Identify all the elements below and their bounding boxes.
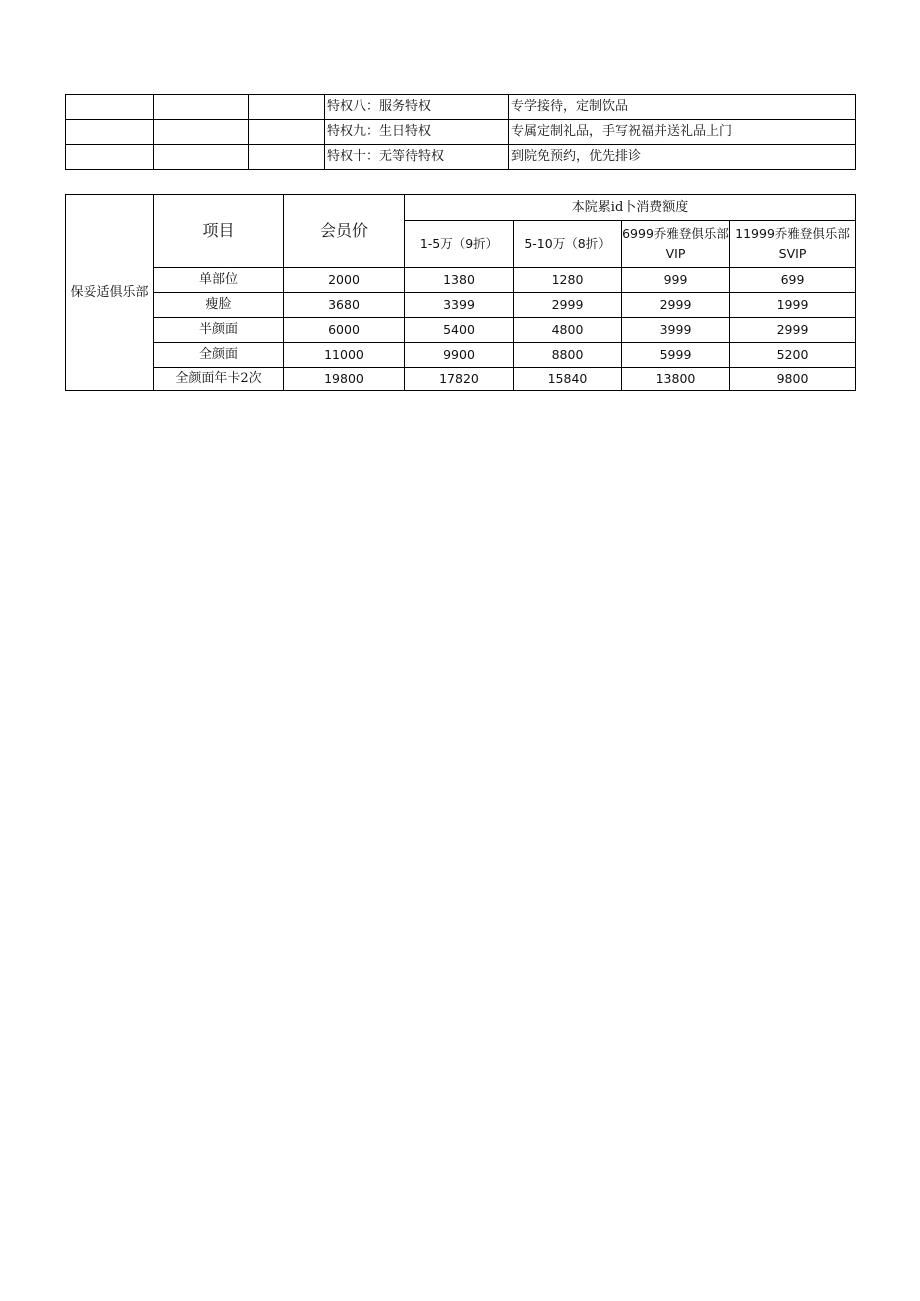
tier-price: 2999 [622,293,730,318]
privilege-name: 特权十：无等待特权 [325,145,509,170]
table-row [66,145,856,170]
empty-cell [249,120,325,145]
tier-price: 699 [730,268,856,293]
empty-cell [154,145,249,170]
item-name: 瘦脸 [154,293,284,318]
privilege-desc: 到院免预约，优先排诊 [509,145,856,170]
tier-price: 3999 [622,318,730,343]
privilege-desc: 专学接待，定制饮品 [509,95,856,120]
empty-cell [249,145,325,170]
tier-header: 11999乔雅登俱乐部SVIP [730,221,856,268]
pricing-table [65,194,856,391]
member-price: 3680 [284,293,405,318]
tier-price: 2999 [514,293,622,318]
table-row [66,120,856,145]
privilege-name: 特权八：服务特权 [325,95,509,120]
tier-price: 1280 [514,268,622,293]
item-name: 单部位 [154,268,284,293]
tier-price: 999 [622,268,730,293]
club-name: 保妥适俱乐部 [66,195,154,391]
tier-price: 1380 [405,268,514,293]
tier-price: 9900 [405,343,514,368]
tier-price: 8800 [514,343,622,368]
empty-cell [154,120,249,145]
item-header: 项目 [154,195,284,268]
tier-group-header: 本院累id卜消费额度 [405,195,856,221]
tier-header: 6999乔雅登俱乐部VIP [622,221,730,268]
item-name: 半颜面 [154,318,284,343]
tier-price: 3399 [405,293,514,318]
header-row [66,195,856,221]
tier-price: 13800 [622,368,730,391]
empty-cell [249,95,325,120]
tier-price: 5999 [622,343,730,368]
member-price: 19800 [284,368,405,391]
tier-header: 5-10万（8折） [514,221,622,268]
empty-cell [154,95,249,120]
tier-price: 15840 [514,368,622,391]
item-name: 全颜面 [154,343,284,368]
privilege-desc: 专属定制礼品，手写祝福并送礼品上门 [509,120,856,145]
tier-price: 1999 [730,293,856,318]
empty-cell [66,145,154,170]
member-price: 2000 [284,268,405,293]
table-row [66,318,856,343]
tier-price: 2999 [730,318,856,343]
tier-price: 4800 [514,318,622,343]
tier-price: 9800 [730,368,856,391]
privilege-name: 特权九：生日特权 [325,120,509,145]
empty-cell [66,95,154,120]
tier-price: 5400 [405,318,514,343]
item-name: 全颜面年卡2次 [154,368,284,391]
tier-price: 5200 [730,343,856,368]
table-row [66,343,856,368]
table-row [66,293,856,318]
table-row [66,268,856,293]
member-price-header: 会员价 [284,195,405,268]
table-row [66,368,856,391]
empty-cell [66,120,154,145]
member-price: 11000 [284,343,405,368]
table-row [66,95,856,120]
tier-header: 1-5万（9折） [405,221,514,268]
member-price: 6000 [284,318,405,343]
privileges-table [65,94,856,170]
tier-price: 17820 [405,368,514,391]
